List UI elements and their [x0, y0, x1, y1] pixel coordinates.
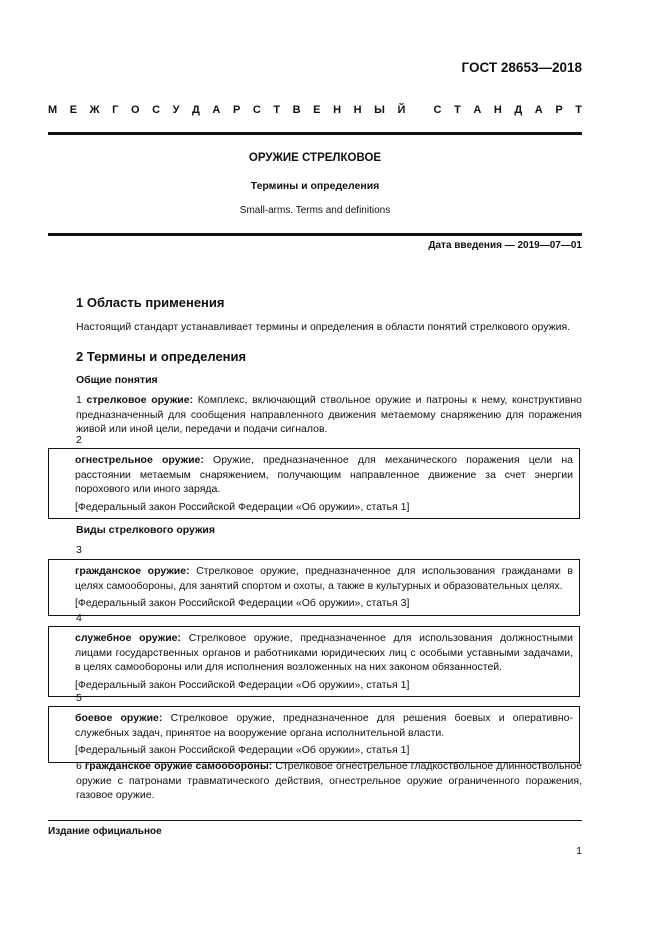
banner-letter	[418, 104, 421, 116]
document-title-english: Small-arms. Terms and definitions	[239, 205, 391, 216]
general-concepts-heading: Общие понятия	[76, 374, 158, 386]
banner-letter: С	[152, 104, 161, 116]
banner-letter: Р	[232, 104, 241, 116]
banner-letter: Д	[514, 104, 523, 116]
banner-letter: Н	[333, 104, 342, 116]
term-4-box	[48, 626, 580, 697]
term-5-number: 5	[76, 692, 82, 704]
section-1-text: Настоящий стандарт устанавливает термины и определения в области понятий стрелкового оружия.	[76, 321, 571, 333]
term-1	[76, 393, 582, 437]
document-title: ОРУЖИЕ СТРЕЛКОВОЕ	[248, 152, 382, 164]
term-name: служебное оружие:	[75, 632, 182, 644]
term-name: стрелковое оружие:	[86, 394, 194, 406]
top-rule	[48, 132, 582, 135]
standard-code: ГОСТ 28653—2018	[461, 60, 582, 75]
term-definition: Стрелковое оружие, предназначенное для использования гражданами в целях самообороны, для занятий спортом и охоты, а также в культурных и образовательных целях.	[75, 565, 573, 592]
term-definition: Комплекс, включающий ствольное оружие и патроны к нему, конструктивно предназначенный для сообщения направленного движения метаемому снаряжению для поражения живой или иной цели, передачи и подачи сигналов.	[76, 394, 582, 435]
banner-letter: Р	[555, 104, 563, 116]
banner-letter: Н	[493, 104, 502, 116]
banner-letter: А	[212, 104, 221, 116]
interstate-standard-banner	[48, 104, 582, 116]
section-1-heading: 1 Область применения	[76, 295, 225, 310]
term-number: 6	[76, 760, 82, 772]
term-definition: Стрелковое огнестрельное гладкоствольное длинноствольное оружие с патронами травматического действия, огнестрельное оружие ограниченного поражения, газовое оружие.	[76, 760, 583, 801]
introduction-date: Дата введения — 2019—07—01	[428, 240, 582, 251]
term-3-number: 3	[76, 544, 82, 556]
banner-letter: О	[130, 104, 140, 116]
banner-letter: Г	[112, 104, 119, 116]
term-definition: Стрелковое оружие, предназначенное для решения боевых и оперативно-служебных задач, принятое на вооружение органа исполнительной власти.	[75, 712, 573, 739]
term-number: 1	[76, 394, 82, 406]
banner-letter: Ж	[89, 104, 100, 116]
term-name: огнестрельное оружие:	[75, 454, 204, 466]
term-source: [Федеральный закон Российской Федерации «Об оружии», статья 3]	[75, 597, 410, 609]
term-2-number: 2	[76, 434, 82, 446]
title-rule	[48, 233, 582, 236]
banner-letter: Н	[353, 104, 362, 116]
banner-letter: Е	[69, 104, 78, 116]
term-5-box	[48, 706, 580, 763]
term-source: [Федеральный закон Российской Федерации «Об оружии», статья 1]	[75, 744, 410, 756]
banner-letter: С	[433, 104, 442, 116]
term-source: [Федеральный закон Российской Федерации «Об оружии», статья 1]	[75, 500, 410, 513]
term-4-number: 4	[76, 612, 82, 624]
banner-letter: А	[534, 104, 543, 116]
banner-letter: Ы	[374, 104, 385, 116]
banner-letter: Т	[454, 104, 461, 116]
term-name: гражданское оружие:	[75, 565, 190, 577]
banner-letter: М	[48, 104, 58, 116]
banner-letter: Т	[273, 104, 281, 116]
banner-letter: Е	[313, 104, 321, 116]
document-subtitle: Термины и определения	[250, 180, 380, 192]
term-definition: Стрелковое оружие, предназначенное для использования должностными лицами государственных органов и работниками юридических лиц с особыми уставными задачами, в целях самообороны или для исполнения возложенных на них законом обязанностей.	[75, 632, 573, 673]
section-2-heading: 2 Термины и определения	[76, 349, 247, 364]
banner-letter: В	[292, 104, 301, 116]
banner-letter: Т	[575, 104, 582, 116]
banner-letter: Д	[192, 104, 200, 116]
banner-letter: У	[172, 104, 180, 116]
footer-rule	[48, 820, 582, 821]
term-definition: Оружие, предназначенное для механического поражения цели на расстоянии метаемым снаряжением, получающим направленное движение за счет энергии порохового или иного заряда.	[75, 454, 573, 495]
term-source: [Федеральный закон Российской Федерации «Об оружии», статья 1]	[75, 678, 410, 691]
weapon-types-heading: Виды стрелкового оружия	[76, 524, 216, 536]
page-number: 1	[576, 845, 582, 857]
term-name: боевое оружие:	[75, 712, 163, 724]
term-6	[76, 759, 582, 803]
official-edition-label: Издание официальное	[48, 826, 162, 837]
term-name: гражданское оружие самообороны:	[84, 760, 273, 772]
banner-letter: А	[473, 104, 482, 116]
term-3-box	[48, 559, 580, 616]
banner-letter: Й	[397, 104, 406, 116]
banner-letter: С	[252, 104, 261, 116]
term-2-box	[48, 448, 580, 519]
